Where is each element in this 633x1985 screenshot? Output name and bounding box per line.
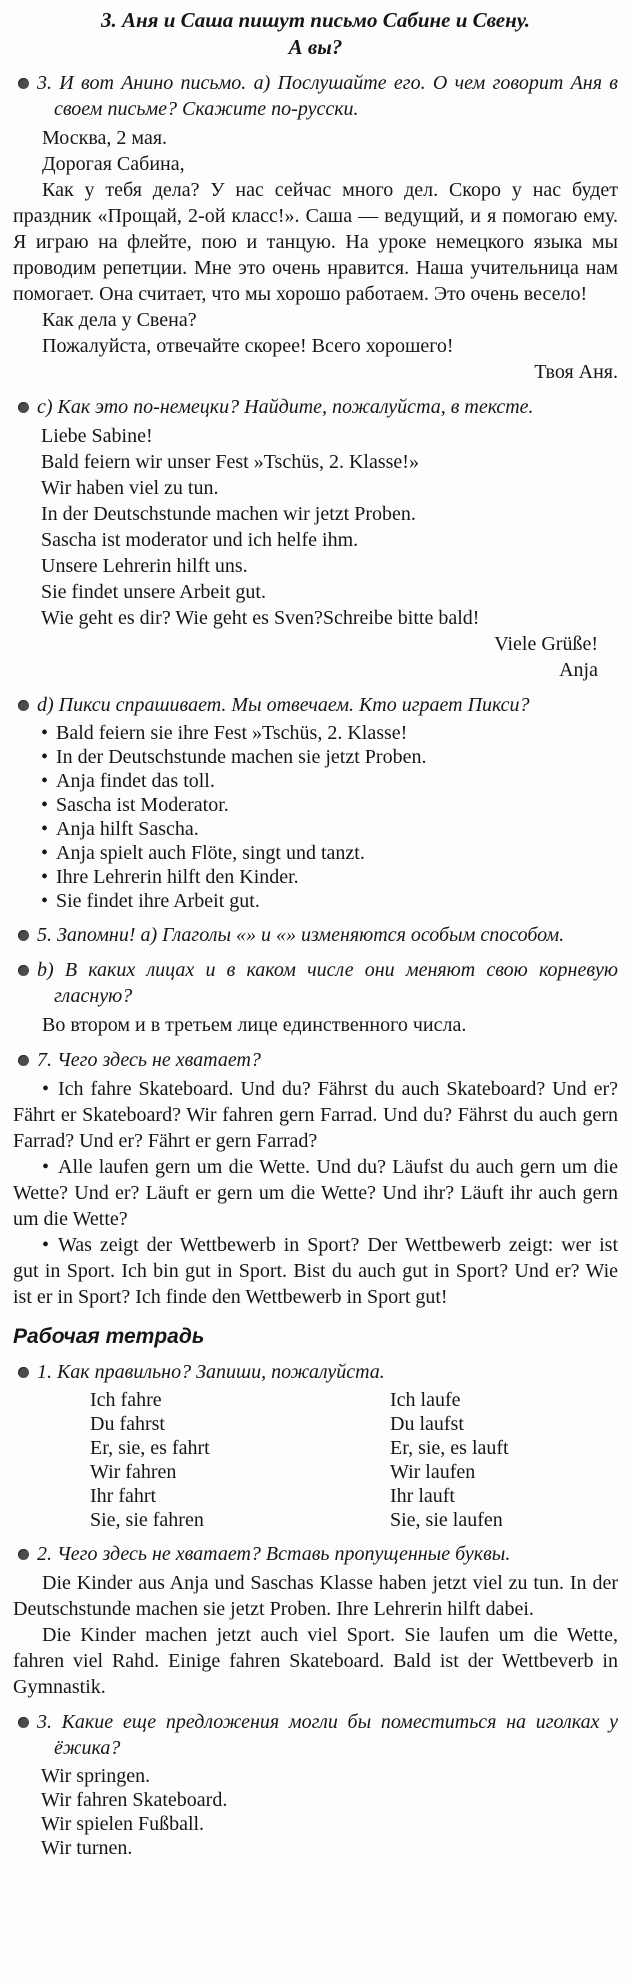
- workbook-task-3-label: 3. Какие еще предложения могли бы поместиться на иголках у ёжика?: [37, 1711, 618, 1759]
- conjugation-cell: Sie, sie fahren: [90, 1509, 204, 1531]
- task-marker-icon: [18, 402, 29, 413]
- answer-line: Wir turnen.: [41, 1837, 133, 1859]
- list-item-text: Anja spielt auch Flöte, singt und tanzt.: [56, 842, 365, 864]
- task-5-label: 5. Запомни! а) Глаголы «» и «» изменяются особым способом.: [37, 924, 565, 946]
- conjugation-table: [13, 1388, 618, 1532]
- workbook-task-1-label: 1. Как правильно? Запиши, пожалуйста.: [37, 1361, 385, 1383]
- bullet-icon: •: [42, 1156, 50, 1178]
- bullet-icon: •: [41, 866, 49, 888]
- bullet-icon: •: [41, 818, 49, 840]
- letter-de-closing: Viele Grüße!: [494, 633, 598, 655]
- letter-de-line: Liebe Sabine!: [41, 425, 153, 447]
- letter-ru-question: Как дела у Свена?: [42, 309, 197, 331]
- letter-ru-salutation: Дорогая Сабина,: [42, 153, 185, 175]
- list-item: [41, 865, 618, 889]
- list-item-text: Sascha ist Moderator.: [56, 794, 229, 816]
- task-3-label: 3. И вот Анино письмо. а) Послушайте его. О чем говорит Аня в своем письме? Скажите по-русски.: [37, 72, 618, 120]
- task-b-answer: Во втором и в третьем лице единственного числа.: [42, 1014, 467, 1036]
- list-item: [41, 745, 618, 769]
- letter-de-line: Bald feiern wir unser Fest »Tschüs, 2. Klasse!»: [41, 451, 419, 473]
- workbook-task-2-paragraph: Die Kinder aus Anja und Saschas Klasse haben jetzt viel zu tun. In der Deutschstunde machen sie jetzt Proben. Ihre Lehrerin hilft dabei.: [13, 1572, 618, 1620]
- letter-de-line: Sascha ist moderator und ich helfe ihm.: [41, 529, 359, 551]
- task-b: [13, 957, 618, 1009]
- workbook-task-2-label: 2. Чего здесь не хватает? Вставь пропущенные буквы.: [37, 1543, 511, 1565]
- task-7-paragraph: [13, 1076, 618, 1154]
- bullet-icon: •: [41, 842, 49, 864]
- task-7-label: 7. Чего здесь не хватает?: [37, 1049, 261, 1071]
- letter-de-signature: Anja: [559, 659, 598, 681]
- list-item: [41, 817, 618, 841]
- bullet-icon: •: [41, 794, 49, 816]
- letter-de-line: Unsere Lehrerin hilft uns.: [41, 555, 248, 577]
- task-7-paragraph: [13, 1232, 618, 1310]
- workbook-heading: Рабочая тетрадь: [13, 1325, 205, 1348]
- task-marker-icon: [18, 930, 29, 941]
- task-marker-icon: [18, 1717, 29, 1728]
- list-item-text: In der Deutschstunde machen sie jetzt Proben.: [56, 746, 427, 768]
- list-item-text: Anja findet das toll.: [56, 770, 215, 792]
- workbook-task-2-paragraph: Die Kinder machen jetzt auch viel Sport. Sie laufen um die Wette, fahren viel Rahd. Einige fahren Skateboard. Bald ist der Wettbeverb in Gymnastik.: [13, 1624, 618, 1698]
- task-marker-icon: [18, 700, 29, 711]
- answer-line: Wir springen.: [41, 1765, 151, 1787]
- conjugation-cell: Er, sie, es fahrt: [90, 1437, 210, 1459]
- workbook-task-3-answers: [13, 1764, 618, 1860]
- conjugation-cell: Ihr fahrt: [90, 1485, 157, 1507]
- workbook-task-1: [13, 1359, 618, 1385]
- paragraph-text: Alle laufen gern um die Wette. Und du? Läufst du auch gern um die Wette? Und er? Läuft er gern um die Wette? Und ihr? Läuft ihr auch gern um die Wette?: [13, 1156, 618, 1230]
- list-item: [41, 769, 618, 793]
- list-item-text: Sie findet ihre Arbeit gut.: [56, 890, 260, 912]
- list-item: [41, 889, 618, 913]
- bullet-icon: •: [42, 1234, 50, 1256]
- task-d-list: [13, 721, 618, 913]
- conjugation-cell: Er, sie, es lauft: [390, 1437, 509, 1459]
- paragraph-text: Was zeigt der Wettbewerb in Sport? Der Wettbewerb zeigt: wer ist gut in Sport. Ich bin gut in Sport. Bist du auch gut in Sport? Und er? Wie ist er in Sport? Ich finde den Wettbewerb in Sport gut!: [13, 1234, 618, 1308]
- conjugation-cell: Du laufst: [390, 1413, 464, 1435]
- page-title: [13, 7, 618, 61]
- task-marker-icon: [18, 1055, 29, 1066]
- task-d: [13, 692, 618, 718]
- task-c: [13, 394, 618, 420]
- task-3: [13, 70, 618, 122]
- conjugation-cell: Ihr lauft: [390, 1485, 455, 1507]
- workbook-task-2: [13, 1541, 618, 1567]
- list-item-text: Bald feiern sie ihre Fest »Tschüs, 2. Klasse!: [56, 722, 408, 744]
- letter-ru-body: Как у тебя дела? У нас сейчас много дел. Скоро у нас будет праздник «Прощай, 2-ой класс!». Саша — ведущий, и я помогаю ему. Я играю на флейте, пою и танцую. На уроке немецкого языка мы проводим репетции. Мне это очень нравится. Наша учительница нам помогает. Она считает, что мы хорошо работаем. Это очень весело!: [13, 179, 618, 305]
- letter-de-line: Sie findet unsere Arbeit gut.: [41, 581, 266, 603]
- conjugation-cell: Wir fahren: [90, 1461, 177, 1483]
- letter-de-line: Wir haben viel zu tun.: [41, 477, 219, 499]
- bullet-icon: •: [41, 890, 49, 912]
- task-c-label: c) Как это по-немецки? Найдите, пожалуйста, в тексте.: [37, 396, 534, 418]
- answer-line: Wir spielen Fußball.: [41, 1813, 205, 1835]
- task-marker-icon: [18, 78, 29, 89]
- title-line-1: 3. Аня и Саша пишут письмо Сабине и Свену.: [100, 8, 531, 32]
- conjugation-cell: Sie, sie laufen: [390, 1509, 503, 1531]
- letter-ru-closing: Пожалуйста, отвечайте скорее! Всего хорошего!: [42, 335, 454, 357]
- bullet-icon: •: [41, 746, 49, 768]
- bullet-icon: •: [42, 1078, 50, 1100]
- task-marker-icon: [18, 965, 29, 976]
- conjugation-cell: Du fahrst: [90, 1413, 165, 1435]
- list-item: [41, 841, 618, 865]
- bullet-icon: •: [41, 722, 49, 744]
- letter-de-line: In der Deutschstunde machen wir jetzt Proben.: [41, 503, 416, 525]
- list-item: [41, 721, 618, 745]
- bullet-icon: •: [41, 770, 49, 792]
- paragraph-text: Ich fahre Skateboard. Und du? Fährst du auch Skateboard? Und er? Fährt er Skateboard? Wir fahren gern Farrad. Und du? Fährst du auch gern Farrad? Und er? Fährt er gern Farrad?: [13, 1078, 618, 1152]
- letter-de: [13, 423, 618, 683]
- conjugation-cell: Ich fahre: [90, 1389, 162, 1411]
- task-d-label: d) Пикси спрашивает. Мы отвечаем. Кто играет Пикси?: [37, 694, 530, 716]
- conjugation-cell: Ich laufe: [390, 1389, 461, 1411]
- task-b-label: b) В каких лицах и в каком числе они меняют свою корневую гласную?: [37, 959, 618, 1007]
- letter-de-line: Wie geht es dir? Wie geht es Sven?Schreibe bitte bald!: [41, 607, 480, 629]
- task-7-paragraph: [13, 1154, 618, 1232]
- answer-line: Wir fahren Skateboard.: [41, 1789, 228, 1811]
- task-marker-icon: [18, 1367, 29, 1378]
- task-marker-icon: [18, 1549, 29, 1560]
- task-7: [13, 1047, 618, 1073]
- letter-ru-dateline: Москва, 2 мая.: [42, 127, 168, 149]
- title-line-2: А вы?: [288, 35, 343, 59]
- list-item-text: Ihre Lehrerin hilft den Kinder.: [56, 866, 299, 888]
- list-item: [41, 793, 618, 817]
- task-5: [13, 922, 618, 948]
- letter-ru-signature: Твоя Аня.: [534, 361, 618, 383]
- workbook-task-3: [13, 1709, 618, 1761]
- list-item-text: Anja hilft Sascha.: [56, 818, 199, 840]
- conjugation-cell: Wir laufen: [390, 1461, 476, 1483]
